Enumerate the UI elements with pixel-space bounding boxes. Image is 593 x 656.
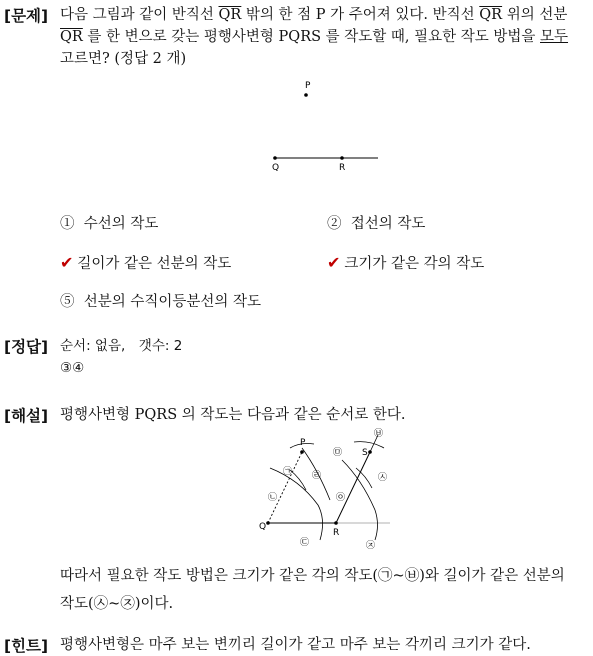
- answer-text: 순서: 없음, 갯수: 2 ③④: [60, 338, 183, 376]
- svg-text:㉥: ㉥: [374, 429, 384, 439]
- option-5[interactable]: ⑤ 선분의 수직이등분선의 작도: [60, 294, 262, 310]
- svg-text:㉨: ㉨: [366, 541, 376, 551]
- svg-text:㉡: ㉡: [268, 493, 278, 503]
- problem-line-2: $\overline{QR}$ 를 한 변으로 갖는 평행사변형 PQRS 를 작도할 때, 필요한 작도 방법을 모두: [60, 29, 569, 45]
- fig-label-s: S: [362, 448, 368, 458]
- svg-text:㉧: ㉧: [336, 493, 346, 503]
- explanation-conclusion: 따라서 필요한 작도 방법은 크기가 같은 각의 작도(㉠~㉥)와 길이가 같은 선분의 작도(㉦~㉨)이다.: [60, 568, 565, 612]
- fig-label-r: R: [333, 528, 340, 538]
- explanation-label: [해설]: [4, 407, 49, 425]
- answer-label: [정답]: [4, 338, 49, 356]
- svg-text:㉠: ㉠: [283, 467, 293, 477]
- problem-line-3: 고르면? (정답 2 개): [60, 51, 187, 67]
- option-4[interactable]: ✔ 크기가 같은 각의 작도: [327, 253, 485, 272]
- svg-text:㉢: ㉢: [300, 538, 310, 548]
- explanation-line-1: 평행사변형 PQRS 의 작도는 다음과 같은 순서로 한다.: [60, 407, 406, 423]
- fig-label-p: P: [300, 438, 306, 448]
- label-r: R: [339, 163, 346, 173]
- problem-line-1: 다음 그림과 같이 반직선 $\overline{QR}$ 밖의 한 점 P 가 주어져 있다. 반직선 $\overline{QR}$ 위의 선분: [60, 7, 568, 23]
- fig-label-q: Q: [259, 522, 267, 532]
- option-2[interactable]: ② 접선의 작도: [327, 216, 426, 232]
- check-icon: ✔: [327, 253, 341, 272]
- problem-label: [문제]: [4, 7, 49, 25]
- check-icon: ✔: [60, 253, 74, 272]
- option-3[interactable]: ✔ 길이가 같은 선분의 작도: [60, 253, 232, 272]
- svg-text:㉦: ㉦: [378, 473, 388, 483]
- hint-label: [힌트]: [4, 637, 49, 655]
- svg-text:㉣: ㉣: [312, 471, 322, 481]
- label-q: Q: [272, 163, 280, 173]
- svg-text:㉤: ㉤: [333, 448, 343, 458]
- label-p: P: [305, 81, 311, 91]
- hint-text: 평행사변형은 마주 보는 변끼리 길이가 같고 마주 보는 각끼리 크기가 같다.: [60, 637, 531, 653]
- option-1[interactable]: ① 수선의 작도: [60, 216, 159, 232]
